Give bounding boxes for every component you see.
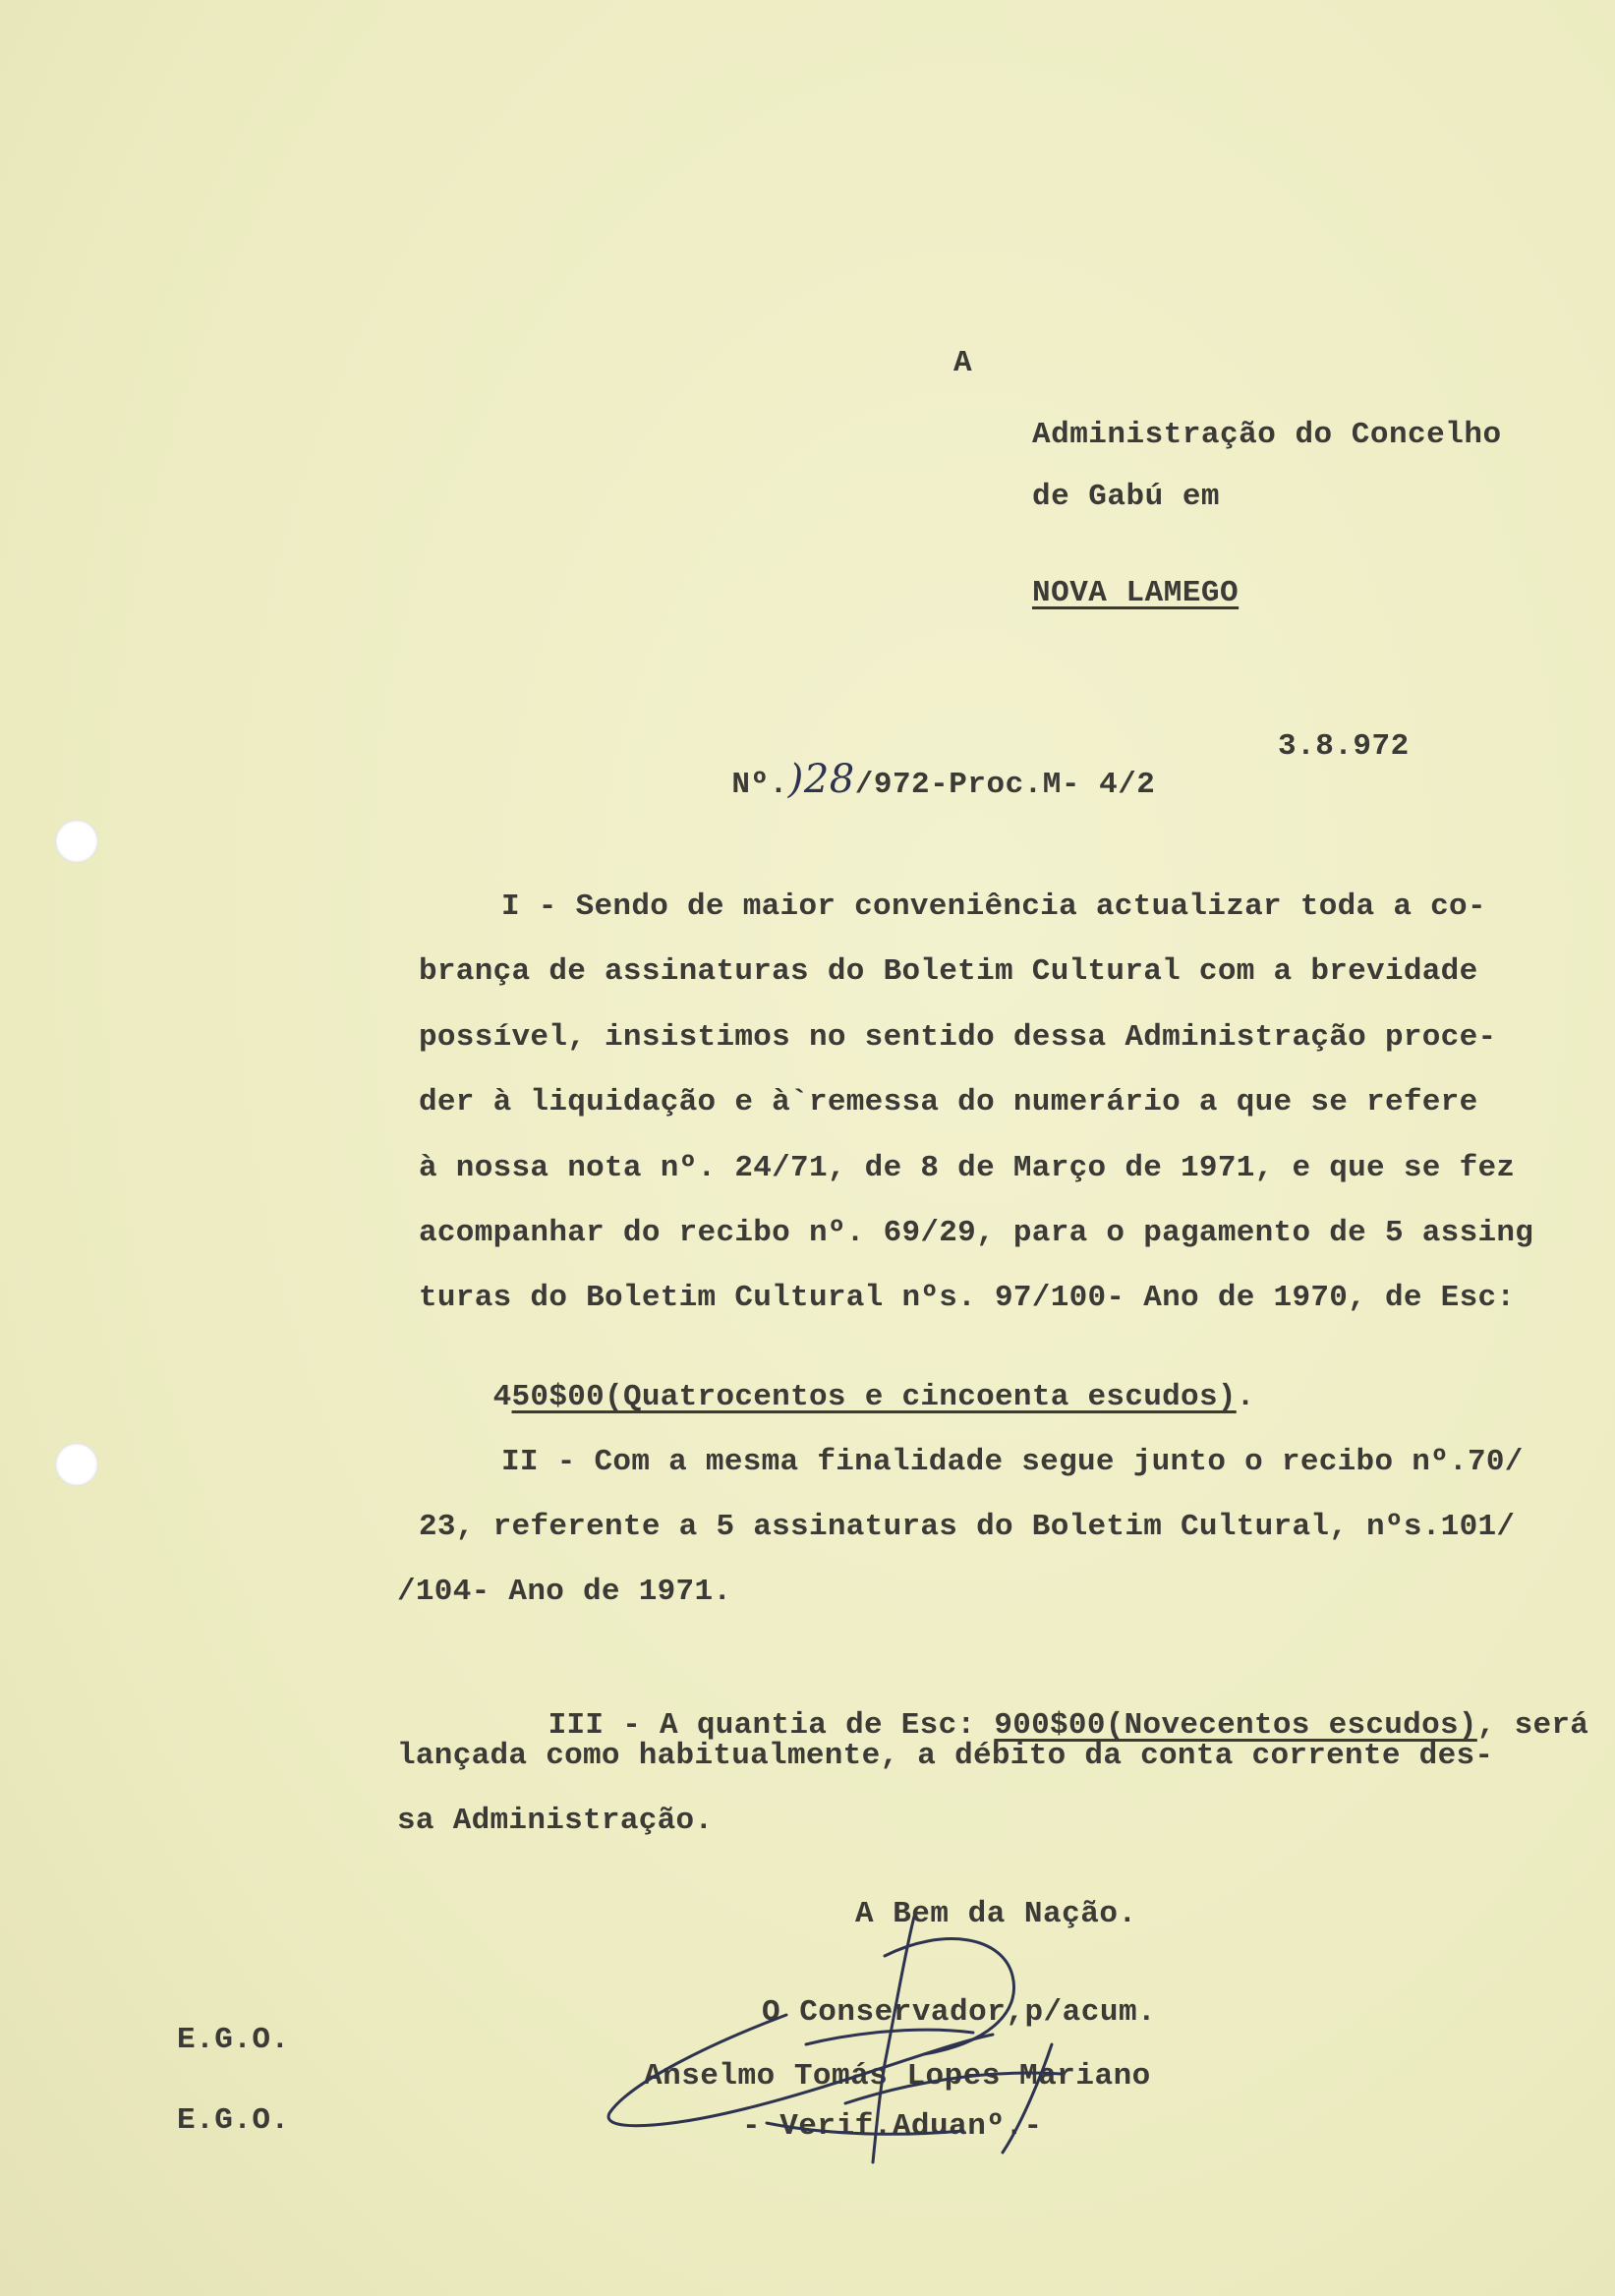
para3-amount-underlined: 900$00(Novecentos escudos) bbox=[994, 1708, 1477, 1743]
para3-line: sa Administração. bbox=[397, 1804, 714, 1838]
to-label: A bbox=[953, 346, 973, 380]
para1-line: à nossa nota nº. 24/71, de 8 de Março de 1971, e que se fez bbox=[419, 1151, 1516, 1185]
ref-suffix: /972-Proc.M- 4/2 bbox=[854, 768, 1156, 802]
para3-first-suffix: , será bbox=[1476, 1708, 1589, 1743]
punch-hole-bottom bbox=[55, 1443, 98, 1486]
para2-line: II - Com a mesma finalidade segue junto o recibo nº.70/ bbox=[501, 1445, 1524, 1479]
recipient-line-2: de Gabú em bbox=[1032, 480, 1221, 514]
para3-first-prefix: III - A quantia de Esc: bbox=[548, 1708, 995, 1743]
para1-line: brança de assinaturas do Boletim Cultural com a brevidade bbox=[419, 954, 1478, 989]
initials-1: E.G.O. bbox=[177, 2023, 290, 2057]
signatory-name: Anselmo Tomás Lopes Mariano bbox=[644, 2059, 1151, 2094]
closing-salutation: A Bem da Nação. bbox=[855, 1897, 1137, 1931]
ref-prefix: Nº. bbox=[731, 768, 788, 802]
handwritten-signature bbox=[590, 1897, 1140, 2192]
initials-2: E.G.O. bbox=[177, 2103, 290, 2138]
para3-line: lançada como habitualmente, a débito da conta corrente des- bbox=[397, 1739, 1494, 1773]
para1-line: possível, insistimos no sentido dessa Administração proce- bbox=[419, 1020, 1497, 1055]
punch-hole-top bbox=[55, 820, 98, 863]
document-date: 3.8.972 bbox=[1278, 729, 1410, 764]
para1-last-prefix: 4 bbox=[492, 1380, 512, 1414]
recipient-line-1: Administração do Concelho bbox=[1032, 418, 1502, 452]
para1-line: acompanhar do recibo nº. 69/29, para o pagamento de 5 assing bbox=[419, 1216, 1534, 1250]
signatory-role: - Verif.Aduanº.- bbox=[742, 2109, 1043, 2144]
para2-line: 23, referente a 5 assinaturas do Boletim Cultural, nºs.101/ bbox=[419, 1510, 1516, 1544]
para1-line: der à liquidação e à`remessa do numerário a que se refere bbox=[419, 1085, 1478, 1119]
para1-last-suffix: . bbox=[1236, 1380, 1255, 1414]
para2-line: /104- Ano de 1971. bbox=[397, 1575, 732, 1609]
signatory-title: O Conservador,p/acum. bbox=[762, 1995, 1157, 2030]
recipient-city: NOVA LAMEGO bbox=[1032, 576, 1240, 610]
para1-line: turas do Boletim Cultural nºs. 97/100- Ano de 1970, de Esc: bbox=[419, 1281, 1516, 1315]
para1-amount-underlined: 50$00(Quatrocentos e cincoenta escudos) bbox=[511, 1380, 1237, 1414]
para1-line: I - Sendo de maior conveniência actualizar toda a co- bbox=[501, 890, 1486, 924]
para1-last-line bbox=[419, 1346, 1255, 1449]
ref-handwritten-number: )28 bbox=[787, 757, 855, 802]
reference-line bbox=[657, 722, 1155, 836]
